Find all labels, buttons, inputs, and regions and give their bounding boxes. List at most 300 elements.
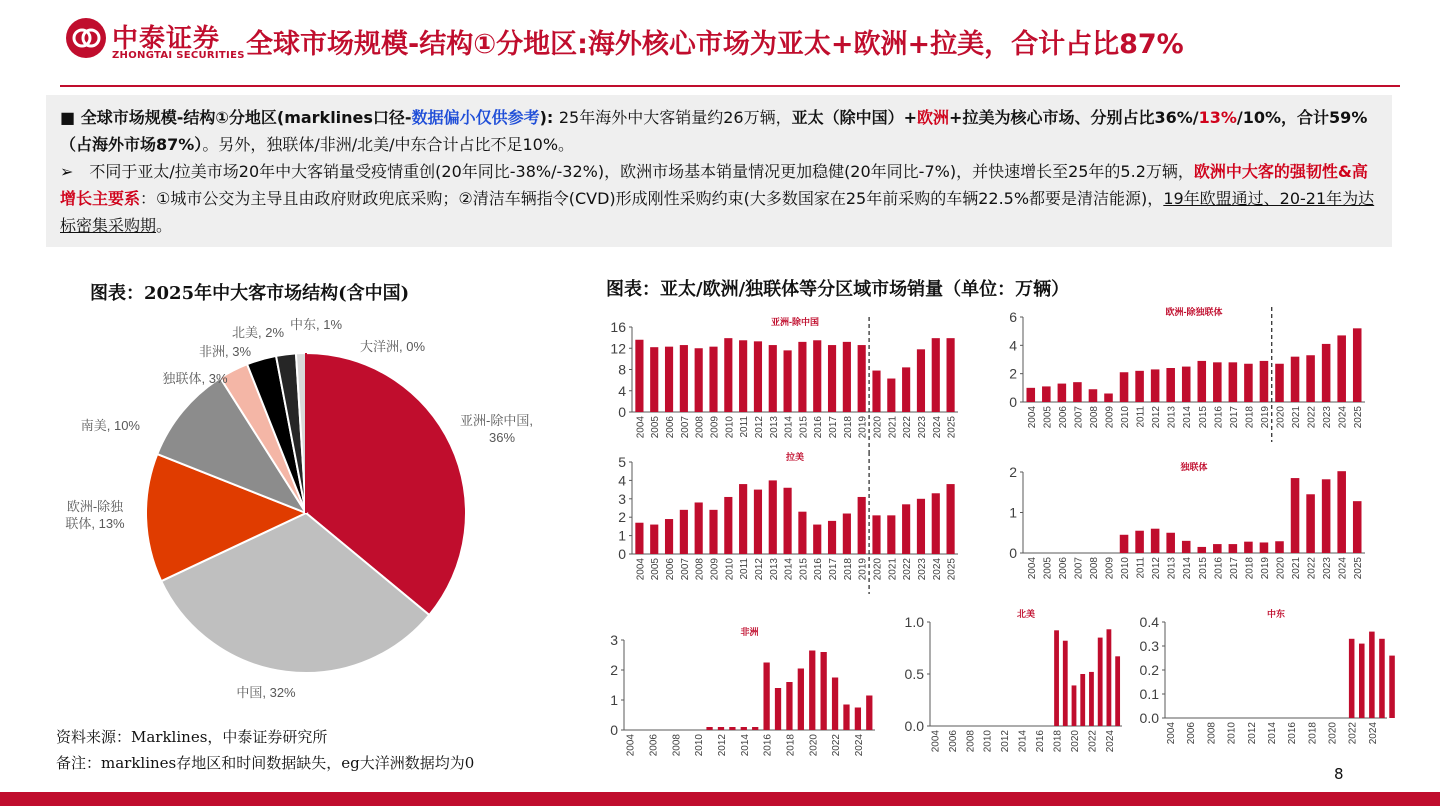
- source-note: 资料来源：Marklines，中泰证券研究所: [56, 728, 328, 746]
- x-tick-label: 2025: [946, 416, 958, 439]
- pie-label-7: 中东, 1%: [289, 317, 343, 332]
- bullet1-colon: ):: [539, 108, 559, 127]
- bar-2016: [813, 340, 821, 412]
- x-tick-label: 2010: [1120, 557, 1132, 580]
- pie-label-0: 亚洲-除中国, 36%: [460, 413, 533, 445]
- bar-2020: [809, 651, 815, 731]
- bar-2022: [1349, 639, 1355, 718]
- x-tick-label: 2014: [783, 416, 795, 439]
- x-tick-label: 2016: [762, 734, 774, 757]
- remark-note: 备注：marklines存地区和时间数据缺失，eg大洋洲数据均为0: [56, 754, 475, 772]
- y-tick-label: 0.4: [1139, 614, 1159, 630]
- bar-2018: [786, 682, 792, 730]
- y-tick-label: 16: [610, 319, 626, 335]
- x-tick-label: 2013: [1166, 557, 1178, 580]
- summary-bullet-1: [60, 104, 1380, 158]
- bar-2013: [1166, 368, 1175, 402]
- bar-2021: [1291, 357, 1300, 402]
- x-tick-label: 2006: [665, 558, 677, 581]
- bar-chart-cis: [985, 450, 1375, 605]
- x-tick-label: 2018: [785, 734, 797, 757]
- x-tick-label: 2009: [709, 558, 721, 581]
- x-tick-label: 2004: [930, 730, 942, 753]
- bar-chart-latam: [600, 450, 970, 605]
- bar-2015: [1197, 361, 1206, 402]
- x-tick-label: 2024: [1367, 722, 1379, 745]
- x-tick-label: 2006: [648, 734, 660, 757]
- x-tick-label: 2019: [1259, 557, 1271, 580]
- x-tick-label: 2004: [625, 734, 637, 757]
- bar-2010: [1120, 372, 1129, 402]
- bar-2005: [650, 347, 658, 412]
- x-tick-label: 2016: [1035, 730, 1047, 753]
- x-tick-label: 2025: [1353, 557, 1365, 580]
- y-tick-label: 4: [618, 382, 626, 399]
- y-tick-label: 1: [1009, 504, 1017, 521]
- x-tick-label: 2018: [1244, 406, 1256, 429]
- bar-2017: [775, 688, 781, 730]
- bar-2014: [741, 727, 747, 730]
- y-tick-label: 4: [1009, 337, 1017, 354]
- x-tick-label: 2012: [716, 734, 728, 757]
- bar-2010: [724, 338, 732, 412]
- bar-2013: [769, 480, 777, 554]
- x-tick-label: 2005: [1042, 406, 1054, 429]
- bar-2006: [1058, 384, 1067, 402]
- bullet1-core: +拉美为核心市场、分别占比36%/: [949, 108, 1199, 127]
- x-tick-label: 2017: [1228, 406, 1240, 429]
- x-tick-label: 2020: [872, 416, 884, 439]
- x-tick-label: 2015: [798, 558, 810, 581]
- bar-2015: [1197, 547, 1206, 553]
- bar-2016: [813, 525, 821, 554]
- bar-2022: [832, 678, 838, 731]
- bar-2008: [695, 348, 703, 412]
- x-tick-label: 2023: [1322, 406, 1334, 429]
- x-tick-label: 2010: [1120, 406, 1132, 429]
- pie-label-8: 大洋洲, 0%: [360, 339, 426, 354]
- bullet2-highlight: 欧洲中大客的强韧性&高增长主要系: [60, 162, 1368, 208]
- x-tick-label: 2025: [946, 558, 958, 581]
- x-tick-label: 2011: [739, 558, 751, 580]
- bar-2024: [1369, 632, 1375, 718]
- bar-chart-title: 中东: [1266, 609, 1286, 619]
- x-tick-label: 2008: [671, 734, 683, 757]
- y-tick-label: 0: [1009, 545, 1017, 561]
- x-tick-label: 2013: [768, 558, 780, 581]
- bar-chart-asia: [600, 305, 970, 465]
- bar-2015: [752, 727, 758, 730]
- y-tick-label: 0.5: [904, 666, 924, 682]
- x-tick-label: 2014: [1182, 406, 1194, 429]
- bar-2025: [947, 338, 955, 412]
- x-tick-label: 2023: [1322, 557, 1334, 580]
- bar-2024: [932, 493, 940, 554]
- bar-2013: [769, 345, 777, 412]
- x-tick-label: 2020: [1070, 730, 1081, 753]
- x-tick-label: 2013: [1166, 406, 1178, 429]
- x-tick-label: 2016: [1213, 406, 1225, 429]
- bar-2025: [1353, 328, 1362, 402]
- x-tick-label: 2017: [828, 416, 840, 439]
- company-name-en: ZHONGTAI SECURITIES: [112, 50, 245, 61]
- x-tick-label: 2006: [947, 730, 959, 753]
- x-tick-label: 2004: [635, 416, 647, 439]
- bar-2021: [1291, 478, 1300, 553]
- pie-label-6: 北美, 2%: [231, 325, 285, 340]
- x-tick-label: 2020: [872, 558, 884, 581]
- bar-2020: [1275, 364, 1284, 402]
- bar-chart-title: 亚洲-除中国: [771, 317, 819, 327]
- bar-2017: [828, 521, 836, 554]
- bar-2012: [718, 727, 724, 730]
- y-tick-label: 8: [618, 361, 626, 378]
- bullet1-total: /10%，合计59%（占海外市场87%）: [60, 108, 1368, 154]
- bar-2004: [1026, 388, 1035, 402]
- x-tick-label: 2012: [1246, 722, 1258, 745]
- bar-chart-north-america: [890, 605, 1130, 765]
- y-tick-label: 4: [618, 472, 626, 489]
- bar-2014: [1182, 367, 1191, 402]
- x-tick-label: 2011: [1135, 557, 1147, 579]
- x-tick-label: 2018: [842, 416, 854, 439]
- x-tick-label: 2006: [665, 416, 677, 439]
- x-tick-label: 2014: [783, 558, 795, 581]
- bar-2004: [635, 340, 643, 412]
- bar-2008: [1089, 389, 1098, 402]
- bar-2021: [1080, 674, 1085, 726]
- bar-2012: [754, 341, 762, 412]
- bar-2010: [724, 497, 732, 554]
- x-tick-label: 2009: [1104, 557, 1116, 580]
- x-tick-label: 2020: [1275, 557, 1287, 580]
- bar-2023: [917, 349, 925, 412]
- y-tick-label: 2: [1009, 464, 1017, 480]
- bar-2022: [902, 504, 910, 554]
- bar-2004: [635, 523, 643, 554]
- bar-chart-title: 北美: [1016, 609, 1036, 619]
- x-tick-label: 2005: [650, 558, 662, 581]
- x-tick-label: 2008: [1206, 722, 1218, 745]
- y-tick-label: 2: [1009, 365, 1017, 382]
- y-tick-label: 2: [618, 509, 626, 526]
- bar-2007: [680, 345, 688, 412]
- x-tick-label: 2008: [1088, 406, 1100, 429]
- bar-2018: [843, 342, 851, 412]
- x-tick-label: 2006: [1057, 557, 1069, 580]
- pie-chart: [40, 305, 600, 725]
- bar-chart-middle-east: [1125, 605, 1395, 765]
- x-tick-label: 2004: [1026, 557, 1038, 580]
- x-tick-label: 2021: [1291, 557, 1303, 580]
- slide-title: 全球市场规模-结构①分地区:海外核心市场为亚太+欧洲+拉美，合计占比87%: [246, 29, 1184, 60]
- x-tick-label: 2020: [1327, 722, 1339, 745]
- x-tick-label: 2008: [694, 416, 706, 439]
- y-tick-label: 12: [610, 340, 626, 357]
- x-tick-label: 2012: [1000, 730, 1012, 753]
- bar-2018: [1244, 542, 1253, 553]
- pie-label-3: 南美, 10%: [80, 418, 140, 433]
- y-tick-label: 0.0: [904, 718, 924, 734]
- bullet2-lead: ➢ 不同于亚太/拉美市场20年中大客销量受疫情重创(20年同比-38%/-32%)，欧洲市场基本销量情况更加稳健(20年同比-7%)，并快速增长至25年的5.2万辆，: [60, 162, 1194, 181]
- y-tick-label: 5: [618, 454, 626, 470]
- bullet2-end: 。: [156, 216, 173, 235]
- bar-2017: [1229, 544, 1238, 553]
- bar-2007: [1073, 382, 1082, 402]
- bar-2025: [947, 484, 955, 554]
- x-tick-label: 2014: [1017, 730, 1029, 753]
- x-tick-label: 2007: [679, 416, 691, 439]
- x-tick-label: 2015: [1197, 406, 1209, 429]
- x-tick-label: 2022: [902, 416, 914, 439]
- bullet1-volume: 25年海外中大客销量约26万辆，: [558, 108, 792, 127]
- bar-2011: [706, 727, 712, 730]
- x-tick-label: 2017: [1228, 557, 1240, 580]
- pie-chart-title: 图表：2025年中大客市场结构(含中国): [90, 283, 410, 304]
- x-tick-label: 2019: [857, 416, 869, 439]
- bullet2-reasons: ：①城市公交为主导且由政府财政兜底采购；②清洁车辆指令(CVD)形成刚性采购约束(大多数国家在25年前采购的车辆22.5%都要是清洁能源)，: [140, 189, 1164, 208]
- x-tick-label: 2020: [1275, 406, 1287, 429]
- x-tick-label: 2010: [724, 416, 736, 439]
- x-tick-label: 2017: [828, 558, 840, 581]
- bar-2022: [1089, 672, 1094, 726]
- bar-2016: [763, 663, 769, 731]
- x-tick-label: 2012: [753, 416, 765, 439]
- x-tick-label: 2007: [1073, 557, 1085, 580]
- bar-2022: [1306, 355, 1315, 402]
- bar-charts-title: 图表：亚太/欧洲/独联体等分区域市场销量（单位：万辆）: [606, 279, 1070, 300]
- bar-2012: [1151, 369, 1160, 402]
- x-tick-label: 2008: [1088, 557, 1100, 580]
- bar-2024: [1337, 471, 1346, 553]
- bar-2018: [843, 514, 851, 554]
- x-tick-label: 2016: [813, 416, 825, 439]
- summary-bullet-2: [60, 158, 1380, 239]
- x-tick-label: 2005: [650, 416, 662, 439]
- bar-2005: [1042, 386, 1051, 402]
- bullet1-others: 。另外，独联体/非洲/北美/中东合计占比不足10%。: [202, 135, 575, 154]
- y-tick-label: 0: [610, 722, 618, 738]
- bar-2019: [798, 669, 804, 731]
- bar-2024: [932, 338, 940, 412]
- x-tick-label: 2018: [1052, 730, 1064, 753]
- bullet1-europe: 欧洲: [917, 108, 950, 127]
- x-tick-label: 2022: [1306, 557, 1318, 580]
- x-tick-label: 2008: [965, 730, 977, 753]
- x-tick-label: 2022: [831, 734, 843, 757]
- x-tick-label: 2014: [1182, 557, 1194, 580]
- x-tick-label: 2021: [887, 416, 899, 439]
- x-tick-label: 2010: [724, 558, 736, 581]
- x-tick-label: 2018: [1244, 557, 1256, 580]
- bar-2015: [798, 512, 806, 554]
- bullet2-underline: 19年欧盟通过、20-21年为达标密集采购期: [60, 189, 1375, 235]
- bullet1-lead: ■ 全球市场规模-结构①分地区(marklines口径-: [60, 108, 412, 127]
- bullet1-europe-share: 13%: [1198, 108, 1237, 127]
- y-tick-label: 0: [618, 546, 626, 562]
- bullet1-caution: 数据偏小仅供参考: [411, 108, 540, 127]
- bar-2009: [709, 510, 717, 554]
- bar-chart-title: 独联体: [1180, 462, 1208, 472]
- bar-2016: [1213, 362, 1222, 402]
- y-tick-label: 6: [1009, 309, 1017, 325]
- y-tick-label: 1: [610, 692, 618, 708]
- bar-2010: [1120, 535, 1129, 553]
- bar-2011: [739, 340, 747, 412]
- x-tick-label: 2013: [768, 416, 780, 439]
- x-tick-label: 2011: [1135, 406, 1147, 428]
- header-divider: [60, 85, 1400, 87]
- y-tick-label: 2: [610, 662, 618, 678]
- bar-2025: [866, 696, 872, 731]
- bar-2016: [1213, 544, 1222, 553]
- bar-2009: [709, 347, 717, 412]
- x-tick-label: 2016: [813, 558, 825, 581]
- x-tick-label: 2022: [1087, 730, 1099, 753]
- x-tick-label: 2010: [982, 730, 994, 753]
- bar-2007: [680, 510, 688, 554]
- bar-2018: [1244, 364, 1253, 402]
- bar-2019: [1063, 641, 1068, 726]
- x-tick-label: 2019: [1259, 406, 1271, 429]
- bar-2021: [887, 515, 895, 554]
- x-tick-label: 2010: [1226, 722, 1238, 745]
- bar-2023: [1359, 644, 1365, 718]
- x-tick-label: 2021: [887, 558, 899, 581]
- x-tick-label: 2019: [857, 558, 869, 581]
- bar-2005: [650, 525, 658, 554]
- bar-2022: [1306, 494, 1315, 553]
- bar-2013: [1166, 533, 1175, 553]
- bar-2023: [1322, 479, 1331, 553]
- x-tick-label: 2007: [679, 558, 691, 581]
- bar-2019: [858, 497, 866, 554]
- x-tick-label: 2004: [1166, 722, 1178, 745]
- x-tick-label: 2016: [1213, 557, 1225, 580]
- y-tick-label: 0.3: [1139, 638, 1159, 654]
- y-tick-label: 3: [618, 490, 626, 507]
- x-tick-label: 2024: [853, 734, 865, 757]
- pie-label-1: 中国, 32%: [236, 685, 296, 700]
- bar-2024: [1337, 335, 1346, 402]
- bar-2024: [1107, 629, 1112, 726]
- y-tick-label: 0: [618, 404, 626, 420]
- pie-label-5: 非洲, 3%: [198, 344, 252, 359]
- x-tick-label: 2020: [808, 734, 820, 757]
- bar-2023: [1322, 344, 1331, 402]
- bar-2025: [1353, 501, 1362, 553]
- x-tick-label: 2014: [1266, 722, 1278, 745]
- bar-2019: [1260, 542, 1269, 553]
- bar-2018: [1054, 630, 1059, 726]
- x-tick-label: 2004: [1026, 406, 1038, 429]
- x-tick-label: 2022: [1306, 406, 1318, 429]
- bar-2020: [1275, 541, 1284, 553]
- x-tick-label: 2021: [1291, 406, 1303, 429]
- page-number: 8: [1334, 765, 1344, 783]
- x-tick-label: 2006: [1057, 406, 1069, 429]
- x-tick-label: 2015: [798, 416, 810, 439]
- x-tick-label: 2018: [1307, 722, 1319, 745]
- bar-chart-title: 非洲: [740, 627, 759, 637]
- bar-2012: [1151, 529, 1160, 553]
- bullet1-apac: 亚太（除中国）+: [791, 108, 918, 127]
- bar-2015: [798, 342, 806, 412]
- x-tick-label: 2009: [709, 416, 721, 439]
- bar-2012: [754, 490, 762, 554]
- bar-2013: [729, 727, 735, 730]
- bar-2019: [858, 345, 866, 412]
- bar-2014: [1182, 541, 1191, 553]
- bar-2011: [1135, 371, 1144, 402]
- x-tick-label: 2023: [916, 416, 928, 439]
- x-tick-label: 2024: [931, 416, 943, 439]
- company-name-cn: 中泰证券: [112, 24, 221, 54]
- bar-2025: [1115, 656, 1120, 726]
- y-tick-label: 0: [1009, 394, 1017, 410]
- bar-2021: [887, 379, 895, 412]
- x-tick-label: 2022: [902, 558, 914, 581]
- footer-bar: [0, 792, 1440, 806]
- x-tick-label: 2009: [1104, 406, 1116, 429]
- bar-2024: [855, 708, 861, 731]
- bar-2023: [917, 499, 925, 554]
- bar-chart-title: 拉美: [785, 452, 805, 462]
- x-tick-label: 2024: [1337, 557, 1349, 580]
- bar-2014: [784, 488, 792, 554]
- bar-2017: [1229, 362, 1238, 402]
- x-tick-label: 2022: [1347, 722, 1359, 745]
- x-tick-label: 2006: [1186, 722, 1198, 745]
- bar-2006: [665, 347, 673, 412]
- y-tick-label: 0.1: [1139, 686, 1159, 702]
- x-tick-label: 2016: [1287, 722, 1299, 745]
- x-tick-label: 2012: [1151, 557, 1163, 580]
- bar-2011: [739, 484, 747, 554]
- pie-label-4: 独联体, 3%: [162, 371, 228, 386]
- y-tick-label: 0.0: [1139, 710, 1159, 726]
- bar-2006: [665, 519, 673, 554]
- bar-2017: [828, 345, 836, 412]
- x-tick-label: 2010: [694, 734, 706, 757]
- x-tick-label: 2024: [1337, 406, 1349, 429]
- pie-label-2: 欧洲-除独联体, 13%: [65, 499, 125, 531]
- x-tick-label: 2024: [931, 558, 943, 581]
- bar-2023: [843, 705, 849, 731]
- bar-2008: [695, 502, 703, 554]
- x-tick-label: 2023: [916, 558, 928, 581]
- x-tick-label: 2005: [1042, 557, 1054, 580]
- y-tick-label: 0.2: [1139, 662, 1159, 678]
- bar-2025: [1379, 639, 1385, 718]
- bar-2011: [1135, 531, 1144, 553]
- bar-2009: [1104, 394, 1113, 403]
- bar-2022: [902, 367, 910, 412]
- x-tick-label: 2018: [842, 558, 854, 581]
- y-tick-label: 1.0: [904, 614, 924, 630]
- bar-2014: [784, 350, 792, 412]
- bar-chart-title: 欧洲-除独联体: [1165, 307, 1223, 317]
- y-tick-label: 1: [618, 527, 626, 544]
- x-tick-label: 2011: [739, 416, 751, 438]
- bar-undefined: [1389, 656, 1395, 718]
- bar-chart-europe: [985, 305, 1375, 465]
- bar-2021: [821, 652, 827, 730]
- bar-2020: [872, 371, 880, 412]
- x-tick-label: 2014: [739, 734, 751, 757]
- x-tick-label: 2004: [635, 558, 647, 581]
- bar-2020: [872, 515, 880, 554]
